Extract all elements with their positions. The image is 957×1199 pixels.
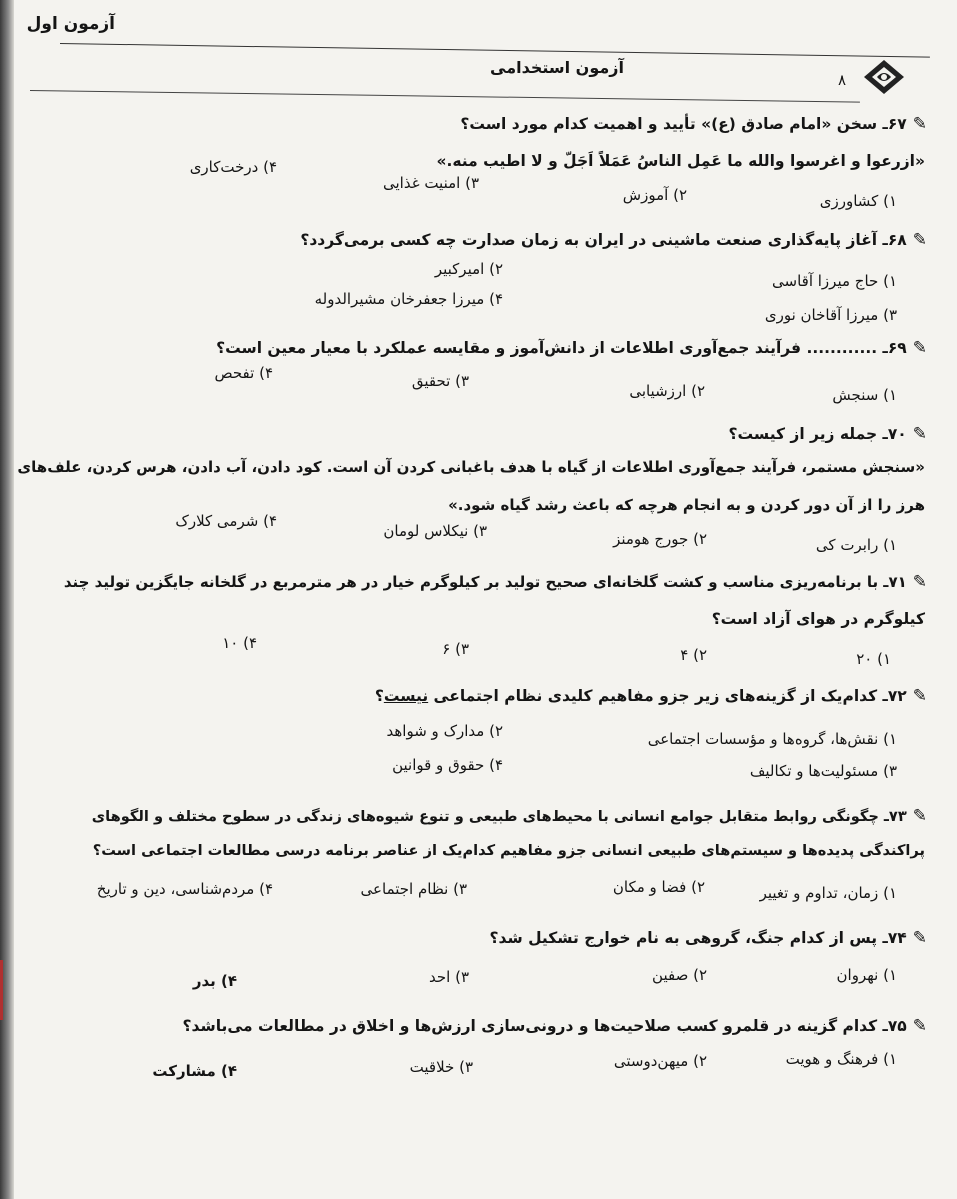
q75-option-3[interactable]: ۳) خلاقیت <box>409 1058 473 1076</box>
q73-option-2[interactable]: ۲) فضا و مکان <box>612 878 705 896</box>
question-75-text: ۷۵ـ کدام گزینه در قلمرو کسب صلاحیت‌ها و درونی‌سازی ارزش‌ها و اخلاق در مطالعات می‌باشد؟ <box>182 1017 907 1035</box>
question-73-text-line-2: پراکندگی پدیده‌ها و سیستم‌های طبیعی انسانی جزو مفاهیم کدام‌یک از عناصر برنامه درسی مطالعات اجتماعی است؟ <box>92 842 925 859</box>
q68-option-3[interactable]: ۳) میرزا آقاخان نوری <box>764 306 897 324</box>
q71-option-2[interactable]: ۲) ۴ <box>680 646 707 664</box>
question-68-stem <box>300 230 927 250</box>
question-72-stem <box>375 686 927 706</box>
q75-option-1[interactable]: ۱) فرهنگ و هویت <box>785 1050 897 1068</box>
pen-icon: ✎ <box>912 338 927 358</box>
question-67-stem <box>460 114 927 134</box>
top-divider <box>60 43 930 58</box>
q73-option-1[interactable]: ۱) زمان، تداوم و تغییر <box>759 884 897 902</box>
question-72-text: ۷۲ـ کدام‌یک از گزینه‌های زیر جزو مفاهیم کلیدی نظام اجتماعی <box>428 687 907 705</box>
q72-option-4[interactable]: ۴) حقوق و قوانین <box>392 756 503 774</box>
q68-option-1[interactable]: ۱) حاج میرزا آقاسی <box>772 272 897 290</box>
q73-option-3[interactable]: ۳) نظام اجتماعی <box>360 880 467 898</box>
pen-icon: ✎ <box>912 928 927 948</box>
book-title: آزمون اول <box>26 14 115 34</box>
question-69-stem <box>216 338 927 358</box>
pen-icon: ✎ <box>912 424 927 444</box>
question-73-text-line-1: ۷۳ـ چگونگی روابط متقابل جوامع انسانی با محیط‌های طبیعی و تنوع شیوه‌های زندگی در سطوح مختلف و الگوهای <box>91 808 907 825</box>
q70-option-3[interactable]: ۳) نیکلاس لومان <box>383 522 487 540</box>
q74-option-1[interactable]: ۱) نهروان <box>836 966 897 984</box>
question-70-quote-line-2: هرز را از آن دور کردن و به انجام هرچه که باعث رشد گیاه شود.» <box>448 496 925 514</box>
q72-option-3[interactable]: ۳) مسئولیت‌ها و تکالیف <box>749 762 897 780</box>
q72-option-1[interactable]: ۱) نقش‌ها، گروه‌ها و مؤسسات اجتماعی <box>647 730 897 748</box>
margin-mark <box>0 960 3 1020</box>
pen-icon: ✎ <box>912 806 927 826</box>
q68-option-2[interactable]: ۲) امیرکبیر <box>434 260 503 278</box>
q71-option-4[interactable]: ۴) ۱۰ <box>222 634 257 652</box>
q70-option-4[interactable]: ۴) شرمی کلارک <box>175 512 277 530</box>
question-70-quote-line-1: «سنجش مستمر، فرآیند جمع‌آوری اطلاعات از گیاه با هدف باغبانی کردن آن است. کود دادن، آب دادن، هرس کردن، علف‌های <box>17 458 925 476</box>
question-74-stem <box>490 928 928 948</box>
pen-icon: ✎ <box>912 230 927 250</box>
q67-option-4[interactable]: ۴) درخت‌کاری <box>189 158 277 176</box>
question-73-stem <box>92 806 927 826</box>
question-70-text: ۷۰ـ جمله زیر از کیست؟ <box>728 425 907 443</box>
q75-option-2[interactable]: ۲) میهن‌دوستی <box>613 1052 707 1070</box>
question-71-text-line-2: کیلوگرم در هوای آزاد است؟ <box>711 610 925 628</box>
q72-option-2[interactable]: ۲) مدارک و شواهد <box>386 722 503 740</box>
section-title: آزمون استخدامی <box>490 58 624 77</box>
q70-option-2[interactable]: ۲) جورج هومنز <box>613 530 707 548</box>
question-75-stem <box>183 1016 927 1036</box>
q74-option-4[interactable]: ۴) بدر <box>192 972 237 990</box>
q67-option-2[interactable]: ۲) آموزش <box>622 186 687 204</box>
q70-option-1[interactable]: ۱) رابرت کی <box>815 536 897 554</box>
q69-option-3[interactable]: ۳) تحقیق <box>411 372 469 390</box>
question-74-text: ۷۴ـ پس از کدام جنگ، گروهی به نام خوارج تشکیل شد؟ <box>489 929 907 947</box>
page-number: ۸ <box>838 71 847 89</box>
header-divider <box>30 90 860 103</box>
q74-option-2[interactable]: ۲) صفین <box>652 966 707 984</box>
q73-option-4[interactable]: ۴) مردم‌شناسی، دین و تاریخ <box>96 880 273 898</box>
question-67-text: ۶۷ـ سخن «امام صادق (ع)» تأیید و اهمیت کدام مورد است؟ <box>460 115 907 133</box>
question-67-quote: «ازرعوا و اغرسوا والله ما عَمِل الناسُ عَمَلاً اَجَلّ و لا اطیب منه.» <box>436 152 925 170</box>
pen-icon: ✎ <box>912 572 927 592</box>
q68-option-4[interactable]: ۴) میرزا جعفرخان مشیرالدوله <box>314 290 503 308</box>
q69-option-2[interactable]: ۲) ارزشیابی <box>629 382 705 400</box>
q69-option-1[interactable]: ۱) سنجش <box>832 386 897 404</box>
question-72-underlined-word: نیست <box>383 687 429 705</box>
question-70-stem <box>729 424 927 444</box>
pen-icon: ✎ <box>912 1016 927 1036</box>
question-71-text-line-1: ۷۱ـ با برنامه‌ریزی مناسب و کشت گلخانه‌ای صحیح تولید بر کیلوگرم خیار در هر مترمربع در گلخانه جایگزین تولید چند <box>63 573 907 591</box>
q71-option-1[interactable]: ۱) ۲۰ <box>856 650 891 668</box>
q69-option-4[interactable]: ۴) تفحص <box>214 364 273 382</box>
pen-icon: ✎ <box>912 686 927 706</box>
q71-option-3[interactable]: ۳) ۶ <box>442 640 469 658</box>
q75-option-4[interactable]: ۴) مشارکت <box>152 1062 237 1080</box>
question-69-text: ۶۹ـ ............ فرآیند جمع‌آوری اطلاعات از دانش‌آموز و مقایسه عملکرد با معیار معین است؟ <box>216 339 907 357</box>
publisher-logo-icon <box>862 58 906 96</box>
q74-option-3[interactable]: ۳) احد <box>429 968 469 986</box>
question-72-qmark: ؟ <box>374 687 384 705</box>
question-68-text: ۶۸ـ آغاز پایه‌گذاری صنعت ماشینی در ایران به زمان صدارت چه کسی برمی‌گردد؟ <box>300 231 907 249</box>
pen-icon: ✎ <box>912 114 927 134</box>
q67-option-1[interactable]: ۱) کشاورزی <box>819 192 897 210</box>
q67-option-3[interactable]: ۳) امنیت غذایی <box>383 174 479 192</box>
question-71-stem <box>64 572 927 592</box>
